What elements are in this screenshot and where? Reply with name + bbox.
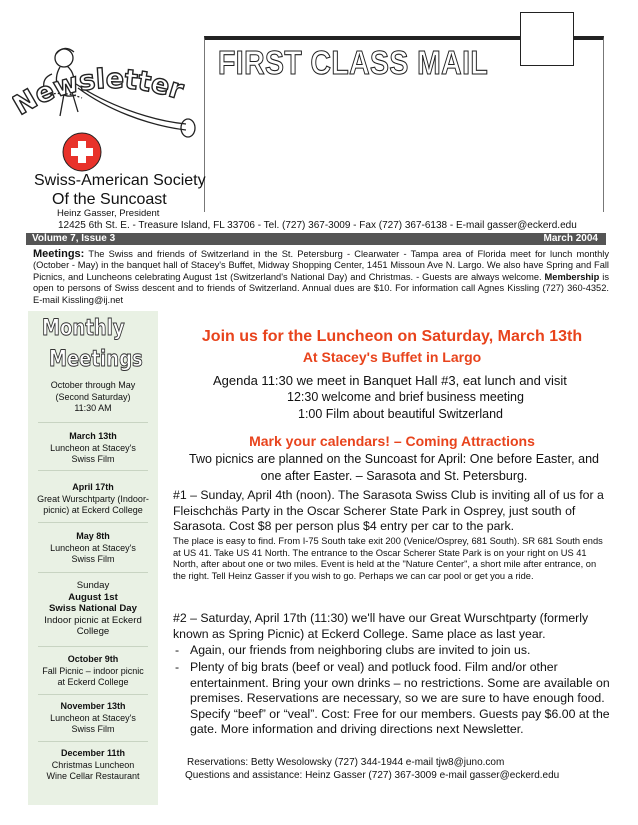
bullet-text: Plenty of big brats (beef or veal) and potluck food. Film and/or other entertainment. Bring your own drinks – no restrictions. Some are available on premises. Reservations are necessary, so we are sure to have enough food. Specify “beef” or “veal”. Cost: Free for our members. Guests pay $6.00 at the gate. More information and driving directions next Newsletter. — [190, 660, 610, 736]
sidebar-divider — [38, 741, 148, 742]
issue-date: March 2004 — [543, 233, 598, 244]
picnic-item-1: #1 – Sunday, April 4th (noon). The Sarasota Swiss Club is inviting all of us for a Fleischchäs Party in the Oscar Scherer State Park in Osprey, just south of Sarasota. Cost $8 per person plus $4 entry per car to the park. — [173, 488, 604, 533]
picnic-item-2: #2 – Saturday, April 17th (11:30) we'll have our Great Wurschtparty (formerly known as Spring Picnic) at Eckerd College. Same place as last year. — [173, 611, 589, 641]
sidebar-item — [28, 748, 158, 783]
sidebar-date: December 11th — [60, 748, 126, 758]
sidebar-divider — [38, 694, 148, 695]
directions-text: The place is easy to find. From I-75 South take exit 200 (Venice/Osprey, 681 South). SR 681 South ends at US 41. Take US 41 North. The entrance to the Oscar Scherer State Park is on your right on US 41 North, after about one or two miles. Event is held at the "Nature Center", a short mile after entrance, on the right. Tell Heinz Gasser if you wish to go. Perhaps we can car pool or get you a ride. — [173, 536, 603, 581]
luncheon-headline: Join us for the Luncheon on Saturday, March 13th — [201, 328, 583, 345]
sidebar-line: Great Wurschtparty (Indoor- — [37, 493, 149, 504]
sidebar-line: College — [76, 626, 110, 637]
sidebar-item — [28, 380, 158, 415]
sidebar-divider — [38, 422, 148, 423]
sidebar-line: picnic) at Eckerd College — [43, 505, 143, 515]
sidebar-line: Swiss Film — [71, 724, 115, 734]
sidebar-line: 11:30 AM — [74, 403, 112, 413]
sidebar-line: Swiss Film — [71, 454, 115, 464]
agenda-line-1: Agenda 11:30 we meet in Banquet Hall #3, eat lunch and visit — [213, 373, 567, 388]
society-name-line2: Of the Suncoast — [52, 191, 167, 208]
svg-text:Newsletter — [12, 64, 188, 122]
sidebar-divider — [38, 572, 148, 573]
sidebar-line: Luncheon at Stacey's — [50, 712, 136, 723]
first-class-mail-title: FIRST CLASS MAIL — [218, 44, 489, 81]
agenda-line-2: 12:30 welcome and brief business meeting — [287, 390, 524, 404]
sidebar-item — [28, 531, 158, 566]
sidebar-item — [28, 654, 158, 689]
society-name-line1: Swiss-American Society — [34, 172, 206, 189]
agenda-line-3: 1:00 Film about beautiful Switzerland — [298, 407, 503, 421]
sidebar-line: at Eckerd College — [57, 677, 129, 687]
picnics-intro-line2: one after Easter. – Sarasota and St. Petersburg. — [260, 469, 528, 483]
bullet-icon: - — [175, 643, 180, 657]
bullet-text: Again, our friends from neighboring clubs are invited to join us. — [190, 643, 531, 657]
bullet-icon: - — [175, 660, 180, 674]
sidebar-date: March 13th — [69, 431, 117, 441]
president-name: Heinz Gasser, President — [57, 208, 160, 219]
reservations-line: Reservations: Betty Wesolowsky (727) 344-1944 e-mail tjw8@juno.com — [187, 757, 505, 768]
sidebar-item — [28, 482, 158, 517]
sidebar-date: Sunday — [76, 580, 110, 591]
sidebar-line: October through May — [50, 380, 136, 390]
meetings-label: Meetings: — [33, 248, 85, 260]
coming-attractions-heading: Mark your calendars! – Coming Attractions — [249, 433, 535, 449]
sidebar-line: Wine Cellar Restaurant — [46, 771, 140, 781]
sidebar-divider — [38, 646, 148, 647]
sidebar-line: Luncheon at Stacey's — [50, 442, 136, 453]
newsletter-logo — [12, 44, 202, 182]
sidebar-line: Fall Picnic – indoor picnic — [42, 665, 144, 676]
sidebar-date: April 17th — [72, 482, 114, 492]
membership-text: is open to persons of Swiss descent and to friends of Switzerland. Annual dues are $10. For information call Agnes Kissling (727) 360-4352. E-mail Kissling@ij.net — [33, 271, 609, 305]
sidebar-title-monthly: Monthly — [42, 316, 125, 341]
luncheon-subheadline: At Stacey's Buffet in Largo — [302, 349, 482, 365]
questions-line: Questions and assistance: Heinz Gasser (727) 367-3009 e-mail gasser@eckerd.edu — [185, 770, 560, 781]
issue-bar — [26, 233, 606, 245]
sidebar-line: Luncheon at Stacey's — [50, 542, 136, 553]
sidebar-date: August 1st — [68, 591, 118, 603]
sidebar-line: Swiss National Day — [49, 603, 137, 614]
sidebar-item — [28, 431, 158, 466]
logo-word: ewsletter — [30, 63, 187, 111]
picnics-intro-line1: Two picnics are planned on the Suncoast for April: One before Easter, and — [189, 452, 599, 466]
sidebar-line: (Second Saturday) — [55, 391, 131, 402]
membership-label: Membership — [544, 271, 600, 282]
sidebar-divider — [38, 470, 148, 471]
sidebar-item — [28, 580, 158, 638]
sidebar-line: Indoor picnic at Eckerd — [44, 614, 142, 626]
sidebar-divider — [38, 522, 148, 523]
sidebar-date: November 13th — [60, 701, 126, 711]
stamp-box — [520, 12, 574, 66]
sidebar-line: Swiss Film — [71, 554, 115, 564]
sidebar-date: October 9th — [67, 654, 119, 664]
sidebar-item — [28, 701, 158, 736]
swiss-cross-icon — [63, 133, 101, 171]
meetings-paragraph — [33, 249, 609, 306]
sidebar-line: Christmas Luncheon — [51, 759, 135, 770]
meetings-text: The Swiss and friends of Switzerland in the St. Petersburg - Clearwater - Tampa area of Florida meet for lunch monthly (October - May) in the banquet hall of Stacey's Buffet, Midway Shopping Center, 1451 Missoun Ave N. Largo. We also have Spring and Fall Picnics, and Luncheons celebrating August 1st (Switzerland's National Day) and Christmas. - Guests are always welcome. — [33, 249, 609, 282]
sidebar-date: May 8th — [76, 531, 110, 541]
volume-issue: Volume 7, Issue 3 — [32, 233, 116, 244]
sidebar-title-meetings: Meetings — [49, 347, 143, 372]
society-address: 12425 6th St. E. - Treasure Island, FL 33706 - Tel. (727) 367-3009 - Fax (727) 367-6138 - E-mail gasser@eckerd.edu — [58, 220, 577, 231]
